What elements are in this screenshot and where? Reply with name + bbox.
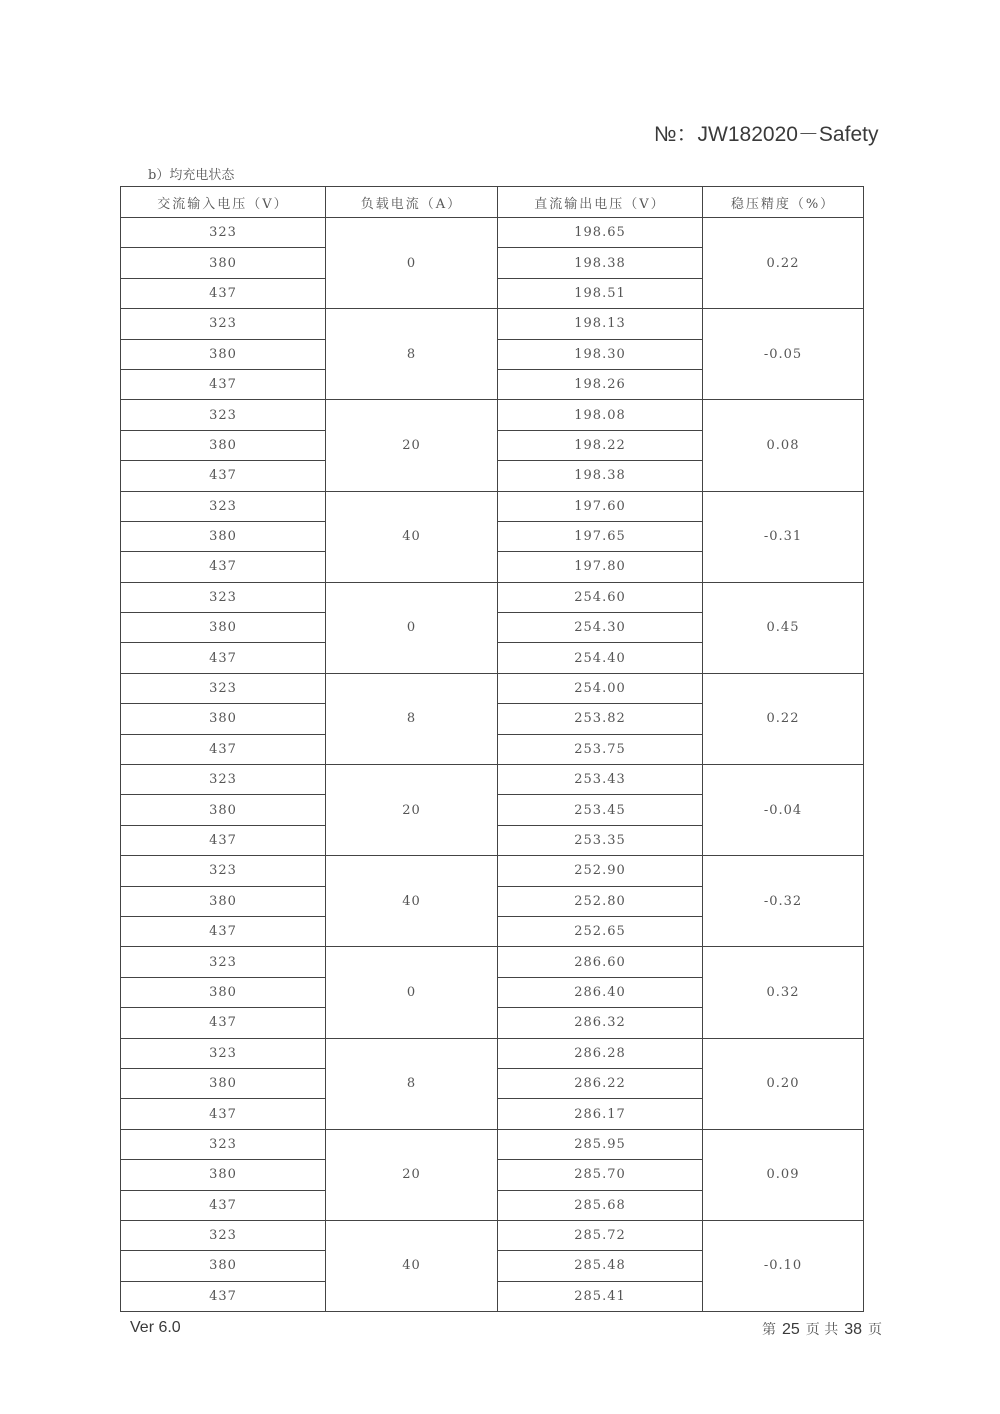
- cell-dc-output-voltage: 253.75: [498, 734, 703, 764]
- cell-ac-input-voltage: 323: [121, 947, 326, 977]
- cell-load-current: 40: [326, 1220, 498, 1311]
- section-label: b）均充电状态: [148, 168, 235, 183]
- cell-dc-output-voltage: 285.41: [498, 1281, 703, 1311]
- table-row: [121, 218, 864, 248]
- cell-regulation-precision: -0.31: [703, 491, 864, 582]
- table-row: [121, 491, 864, 521]
- footer-version: Ver 6.0: [130, 1319, 181, 1336]
- cell-regulation-precision: 0.45: [703, 582, 864, 673]
- cell-ac-input-voltage: 380: [121, 704, 326, 734]
- table-row: [121, 765, 864, 795]
- cell-dc-output-voltage: 197.80: [498, 552, 703, 582]
- cell-ac-input-voltage: 380: [121, 613, 326, 643]
- cell-load-current: 20: [326, 765, 498, 856]
- cell-dc-output-voltage: 253.35: [498, 825, 703, 855]
- cell-dc-output-voltage: 198.38: [498, 248, 703, 278]
- cell-regulation-precision: 0.22: [703, 673, 864, 764]
- cell-ac-input-voltage: 437: [121, 1099, 326, 1129]
- cell-load-current: 8: [326, 673, 498, 764]
- cell-load-current: 0: [326, 947, 498, 1038]
- cell-ac-input-voltage: 437: [121, 1190, 326, 1220]
- cell-dc-output-voltage: 285.70: [498, 1160, 703, 1190]
- table-header-row: [121, 187, 864, 218]
- cell-dc-output-voltage: 252.65: [498, 916, 703, 946]
- cell-ac-input-voltage: 323: [121, 765, 326, 795]
- cell-regulation-precision: 0.22: [703, 218, 864, 309]
- cell-ac-input-voltage: 437: [121, 278, 326, 308]
- cell-ac-input-voltage: 437: [121, 734, 326, 764]
- cell-load-current: 40: [326, 856, 498, 947]
- cell-dc-output-voltage: 197.65: [498, 521, 703, 551]
- cell-dc-output-voltage: 285.68: [498, 1190, 703, 1220]
- cell-dc-output-voltage: 198.08: [498, 400, 703, 430]
- header-regulation-precision: 稳压精度（%）: [703, 187, 864, 218]
- cell-ac-input-voltage: 380: [121, 339, 326, 369]
- table-row: [121, 400, 864, 430]
- table-row: [121, 947, 864, 977]
- cell-dc-output-voltage: 286.17: [498, 1099, 703, 1129]
- cell-regulation-precision: -0.10: [703, 1220, 864, 1311]
- table-body: [121, 218, 864, 1312]
- cell-dc-output-voltage: 254.00: [498, 673, 703, 703]
- cell-ac-input-voltage: 323: [121, 1129, 326, 1159]
- cell-regulation-precision: -0.05: [703, 309, 864, 400]
- cell-ac-input-voltage: 437: [121, 369, 326, 399]
- cell-dc-output-voltage: 198.38: [498, 461, 703, 491]
- cell-dc-output-voltage: 252.80: [498, 886, 703, 916]
- cell-dc-output-voltage: 253.82: [498, 704, 703, 734]
- cell-load-current: 20: [326, 1129, 498, 1220]
- cell-load-current: 0: [326, 582, 498, 673]
- cell-dc-output-voltage: 198.22: [498, 430, 703, 460]
- header-ac-input-voltage: 交流输入电压（V）: [121, 187, 326, 218]
- cell-dc-output-voltage: 286.40: [498, 977, 703, 1007]
- cell-dc-output-voltage: 252.90: [498, 856, 703, 886]
- cell-dc-output-voltage: 253.45: [498, 795, 703, 825]
- footer-page-number: [762, 1319, 882, 1339]
- cell-ac-input-voltage: 323: [121, 673, 326, 703]
- cell-regulation-precision: 0.20: [703, 1038, 864, 1129]
- cell-ac-input-voltage: 380: [121, 248, 326, 278]
- document-number: №：JW182020－Safety: [654, 123, 879, 146]
- cell-ac-input-voltage: 380: [121, 521, 326, 551]
- cell-dc-output-voltage: 285.95: [498, 1129, 703, 1159]
- table-row: [121, 309, 864, 339]
- table-row: [121, 582, 864, 612]
- header-dc-output-voltage: 直流输出电压（V）: [498, 187, 703, 218]
- table-row: [121, 673, 864, 703]
- cell-ac-input-voltage: 437: [121, 552, 326, 582]
- cell-ac-input-voltage: 437: [121, 643, 326, 673]
- cell-dc-output-voltage: 286.22: [498, 1068, 703, 1098]
- cell-ac-input-voltage: 437: [121, 1008, 326, 1038]
- cell-dc-output-voltage: 253.43: [498, 765, 703, 795]
- table-row: [121, 1038, 864, 1068]
- cell-dc-output-voltage: 198.65: [498, 218, 703, 248]
- cell-ac-input-voltage: 380: [121, 977, 326, 1007]
- cell-ac-input-voltage: 323: [121, 218, 326, 248]
- cell-dc-output-voltage: 198.26: [498, 369, 703, 399]
- cell-dc-output-voltage: 198.13: [498, 309, 703, 339]
- cell-load-current: 40: [326, 491, 498, 582]
- cell-dc-output-voltage: 285.48: [498, 1251, 703, 1281]
- cell-ac-input-voltage: 323: [121, 309, 326, 339]
- page-middle: 页 共: [805, 1322, 839, 1338]
- cell-load-current: 8: [326, 1038, 498, 1129]
- cell-ac-input-voltage: 323: [121, 856, 326, 886]
- page-suffix: 页: [868, 1322, 883, 1338]
- table-row: [121, 1129, 864, 1159]
- cell-ac-input-voltage: 437: [121, 825, 326, 855]
- cell-dc-output-voltage: 198.30: [498, 339, 703, 369]
- cell-ac-input-voltage: 437: [121, 461, 326, 491]
- page-current: 25: [782, 1321, 800, 1338]
- cell-regulation-precision: -0.04: [703, 765, 864, 856]
- cell-ac-input-voltage: 323: [121, 400, 326, 430]
- cell-ac-input-voltage: 380: [121, 886, 326, 916]
- cell-load-current: 0: [326, 218, 498, 309]
- cell-ac-input-voltage: 380: [121, 1068, 326, 1098]
- cell-regulation-precision: -0.32: [703, 856, 864, 947]
- cell-dc-output-voltage: 286.60: [498, 947, 703, 977]
- cell-ac-input-voltage: 323: [121, 1220, 326, 1250]
- cell-regulation-precision: 0.08: [703, 400, 864, 491]
- cell-ac-input-voltage: 380: [121, 430, 326, 460]
- cell-ac-input-voltage: 380: [121, 1160, 326, 1190]
- cell-dc-output-voltage: 254.40: [498, 643, 703, 673]
- table-row: [121, 856, 864, 886]
- cell-dc-output-voltage: 285.72: [498, 1220, 703, 1250]
- cell-load-current: 20: [326, 400, 498, 491]
- cell-dc-output-voltage: 286.32: [498, 1008, 703, 1038]
- cell-dc-output-voltage: 198.51: [498, 278, 703, 308]
- cell-regulation-precision: 0.09: [703, 1129, 864, 1220]
- cell-ac-input-voltage: 323: [121, 1038, 326, 1068]
- page-total: 38: [844, 1321, 863, 1338]
- voltage-regulation-table: [120, 186, 864, 1312]
- cell-ac-input-voltage: 323: [121, 491, 326, 521]
- cell-dc-output-voltage: 286.28: [498, 1038, 703, 1068]
- cell-dc-output-voltage: 254.60: [498, 582, 703, 612]
- cell-dc-output-voltage: 254.30: [498, 613, 703, 643]
- cell-dc-output-voltage: 197.60: [498, 491, 703, 521]
- cell-ac-input-voltage: 323: [121, 582, 326, 612]
- cell-ac-input-voltage: 380: [121, 795, 326, 825]
- cell-ac-input-voltage: 380: [121, 1251, 326, 1281]
- cell-load-current: 8: [326, 309, 498, 400]
- header-load-current: 负载电流（A）: [326, 187, 498, 218]
- cell-ac-input-voltage: 437: [121, 1281, 326, 1311]
- cell-regulation-precision: 0.32: [703, 947, 864, 1038]
- page-prefix: 第: [762, 1322, 776, 1338]
- table-row: [121, 1220, 864, 1250]
- cell-ac-input-voltage: 437: [121, 916, 326, 946]
